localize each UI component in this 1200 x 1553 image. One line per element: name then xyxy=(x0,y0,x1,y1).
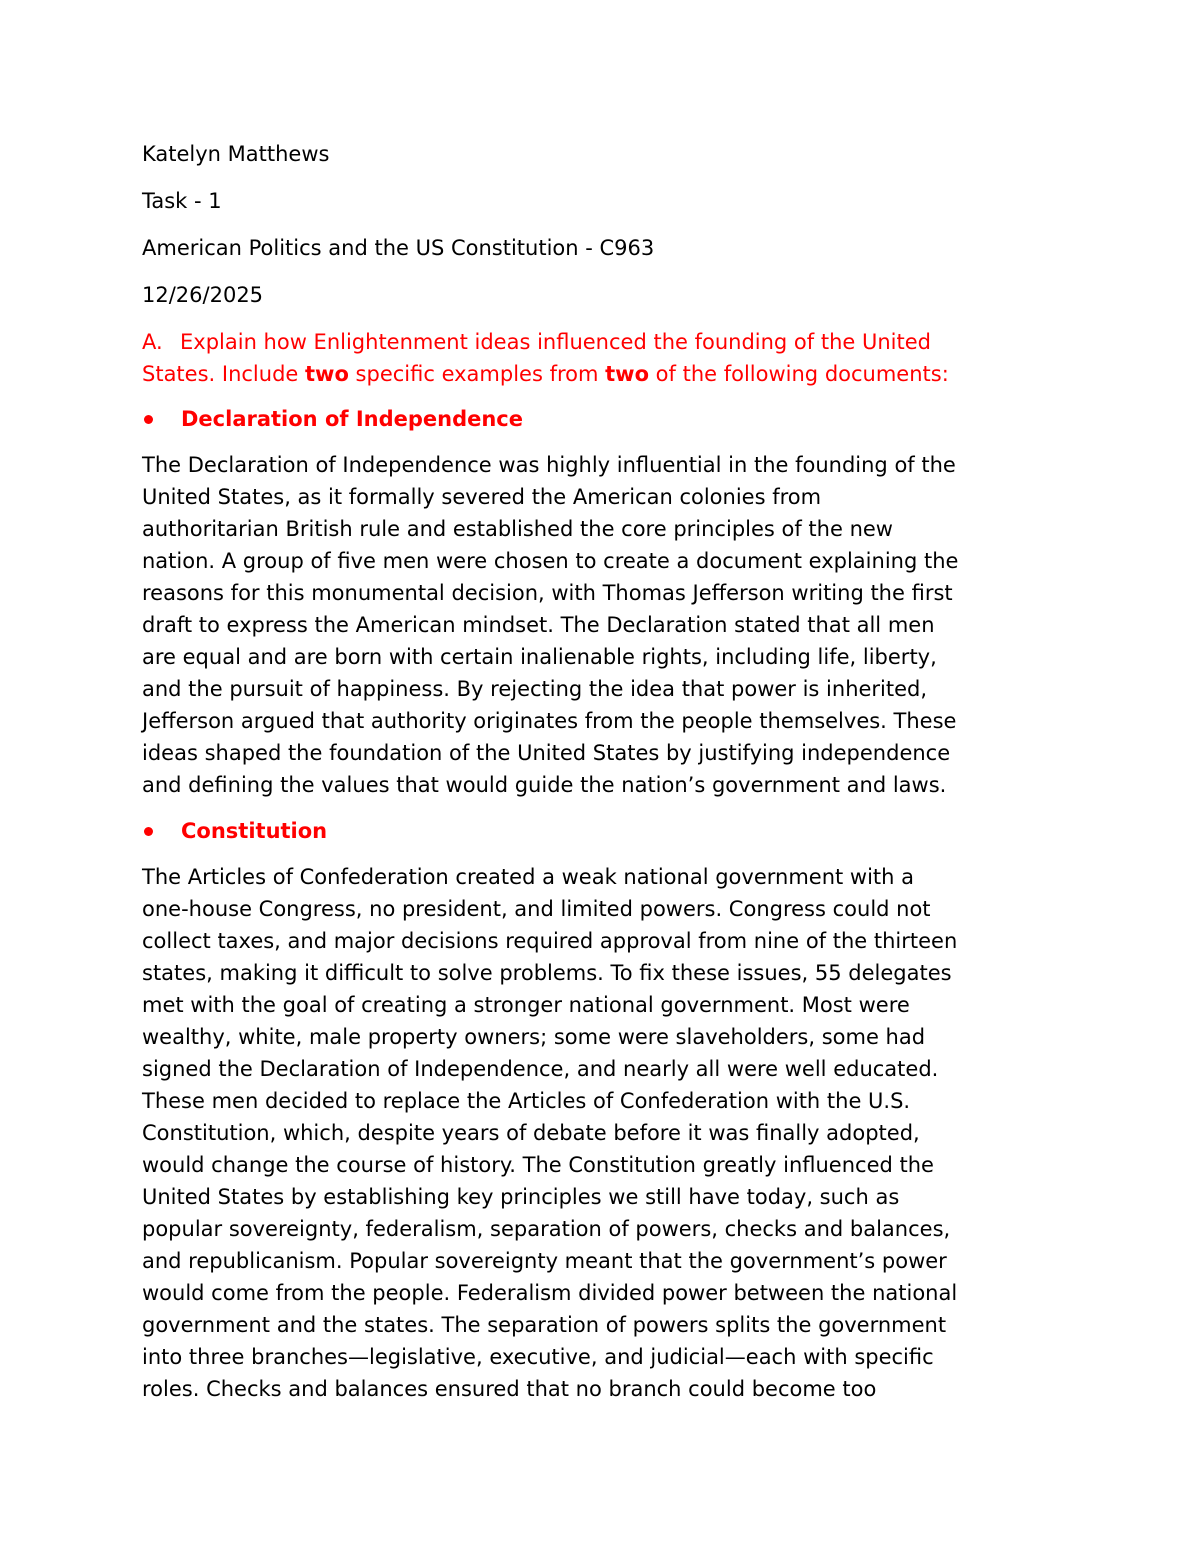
prompt-text-2e: of the following documents: xyxy=(649,362,949,386)
paragraph-line: popular sovereignty, federalism, separation of powers, checks and balances, xyxy=(142,1217,951,1241)
constitution-paragraph xyxy=(142,861,1072,1405)
task-label: Task - 1 xyxy=(142,189,222,213)
paragraph-line: one-house Congress, no president, and limited powers. Congress could not xyxy=(142,897,931,921)
section-heading-declaration xyxy=(142,403,1072,435)
bullet-icon xyxy=(144,827,153,836)
paragraph-line: ideas shaped the foundation of the United States by justifying independence xyxy=(142,741,951,765)
section-heading-constitution xyxy=(142,815,1072,847)
prompt-line-2 xyxy=(142,358,1072,390)
paragraph-line: The Articles of Confederation created a weak national government with a xyxy=(142,865,915,889)
declaration-paragraph xyxy=(142,449,1072,801)
prompt-text-1: Explain how Enlightenment ideas influenced the founding of the United xyxy=(180,330,931,354)
paragraph-line: draft to express the American mindset. The Declaration stated that all men xyxy=(142,613,935,637)
paragraph-line: Constitution, which, despite years of debate before it was finally adopted, xyxy=(142,1121,920,1145)
author-name: Katelyn Matthews xyxy=(142,142,330,166)
paragraph-line: United States by establishing key principles we still have today, such as xyxy=(142,1185,900,1209)
prompt-line-1 xyxy=(142,326,1072,358)
paragraph-line: nation. A group of five men were chosen to create a document explaining the xyxy=(142,549,959,573)
paragraph-line: wealthy, white, male property owners; some were slaveholders, some had xyxy=(142,1025,926,1049)
paragraph-line: collect taxes, and major decisions required approval from nine of the thirteen xyxy=(142,929,958,953)
prompt-emphasis-two-2: two xyxy=(605,362,649,386)
prompt-emphasis-two-1: two xyxy=(305,362,349,386)
course-title: American Politics and the US Constitution - C963 xyxy=(142,236,655,260)
paragraph-line: government and the states. The separation of powers splits the government xyxy=(142,1313,947,1337)
paragraph-line: are equal and are born with certain inalienable rights, including life, liberty, xyxy=(142,645,937,669)
paragraph-line: Jefferson argued that authority originates from the people themselves. These xyxy=(142,709,957,733)
paragraph-line: into three branches—legislative, executive, and judicial—each with specific xyxy=(142,1345,934,1369)
paragraph-line: met with the goal of creating a stronger national government. Most were xyxy=(142,993,910,1017)
paragraph-line: The Declaration of Independence was highly influential in the founding of the xyxy=(142,453,956,477)
date-line: 12/26/2025 xyxy=(142,283,264,307)
paragraph-line: and republicanism. Popular sovereignty meant that the government’s power xyxy=(142,1249,947,1273)
paragraph-line: would change the course of history. The Constitution greatly influenced the xyxy=(142,1153,934,1177)
paragraph-line: roles. Checks and balances ensured that no branch could become too xyxy=(142,1377,877,1401)
prompt-text-2c: specific examples from xyxy=(348,362,606,386)
prompt-label: A. xyxy=(142,330,163,354)
paragraph-line: United States, as it formally severed the American colonies from xyxy=(142,485,822,509)
paragraph-line: and defining the values that would guide the nation’s government and laws. xyxy=(142,773,947,797)
prompt-text-2a: States. Include xyxy=(142,362,305,386)
section-heading-text: Declaration of Independence xyxy=(181,407,523,431)
paragraph-line: would come from the people. Federalism divided power between the national xyxy=(142,1281,958,1305)
bullet-icon xyxy=(144,415,153,424)
document-page xyxy=(142,138,1072,1419)
paragraph-line: and the pursuit of happiness. By rejecting the idea that power is inherited, xyxy=(142,677,928,701)
paragraph-line: reasons for this monumental decision, with Thomas Jefferson writing the first xyxy=(142,581,953,605)
paragraph-line: authoritarian British rule and established the core principles of the new xyxy=(142,517,893,541)
section-heading-text: Constitution xyxy=(181,819,328,843)
paragraph-line: signed the Declaration of Independence, and nearly all were well educated. xyxy=(142,1057,939,1081)
paragraph-line: states, making it difficult to solve problems. To fix these issues, 55 delegates xyxy=(142,961,952,985)
paragraph-line: These men decided to replace the Articles of Confederation with the U.S. xyxy=(142,1089,911,1113)
prompt-question xyxy=(142,326,1072,390)
